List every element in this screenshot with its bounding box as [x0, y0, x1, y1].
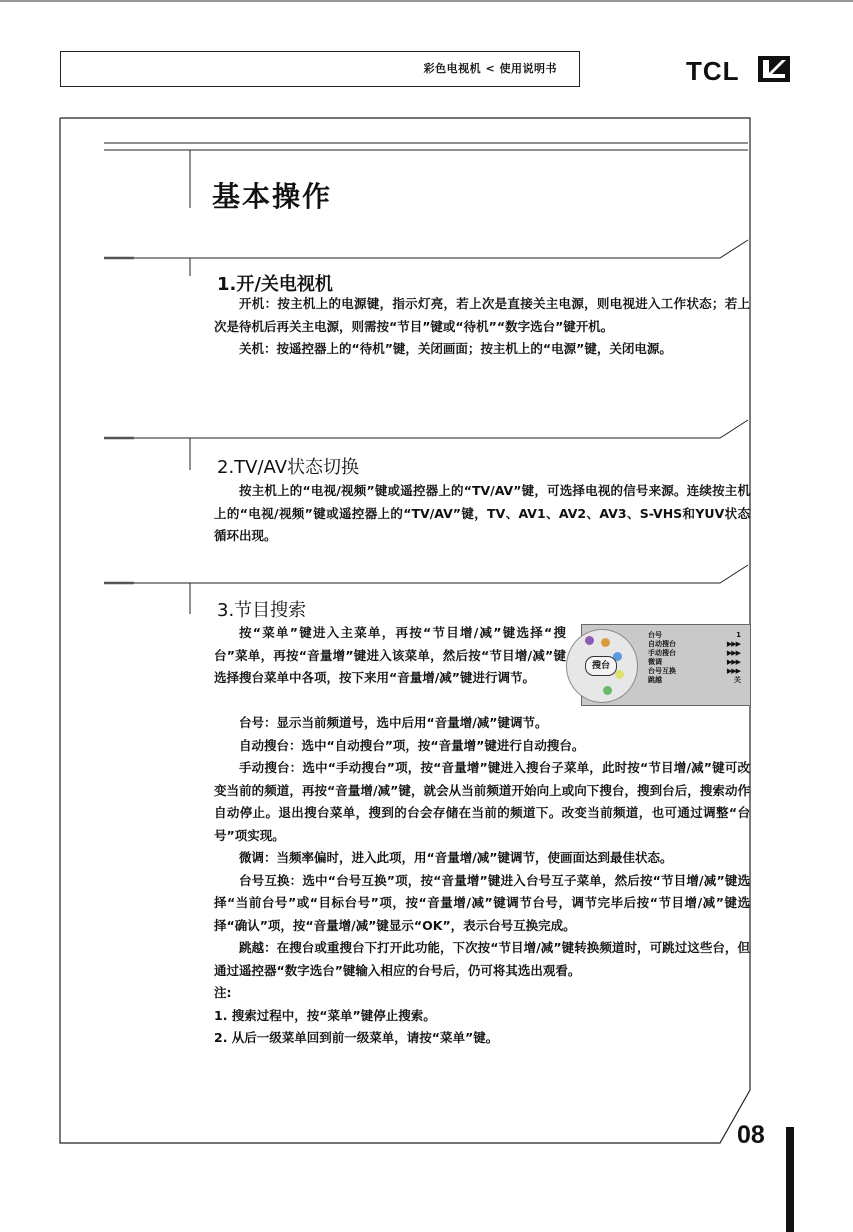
section-2-title: 2.TV/AV状态切换 — [217, 457, 360, 478]
menu-row: 台号互换 ▶▶▶ — [648, 667, 740, 675]
paragraph: 开机：按主机上的电源键，指示灯亮，若上次是直接关主电源，则电视进入工作状态；若上次是待机后再关主电源，则需按“节目”键或“待机”“数字选台”键开机。 — [214, 296, 750, 334]
section-2-body — [214, 480, 750, 548]
menu-dot-icon — [615, 670, 624, 679]
note-label: 注: — [214, 985, 232, 1000]
section-3-title: 3.节目搜索 — [217, 600, 307, 621]
paragraph: 自动搜台：选中“自动搜台”项，按“音量增”键进行自动搜台。 — [239, 737, 585, 753]
menu-items — [648, 631, 744, 685]
paragraph: 微调：当频率偏时，进入此项，用“音量增/减”键调节，使画面达到最佳状态。 — [239, 850, 673, 865]
paragraph: 台号：显示当前频道号，选中后用“音量增/减”键调节。 — [239, 715, 548, 730]
menu-row: 台号 1 — [648, 631, 740, 639]
menu-dot-icon — [601, 638, 610, 647]
paragraph: 关机：按遥控器上的“待机”键，关闭画面；按主机上的“电源”键，关闭电源。 — [239, 341, 672, 356]
paragraph: 按“菜单”键进入主菜单，再按“节目增/减”键选择“搜台”菜单，再按“音量增”键进入该菜单，然后按“节目增/减”键选择搜台菜单中各项，按下来用“音量增/减”键进行调节。 — [214, 625, 566, 685]
paragraph: 台号互换：选中“台号互换”项，按“音量增”键进入台号互子菜单，然后按“节目增/减”键选择“当前台号”或“目标台号”项，按“音量增/减”键调节台号，调节完毕后按“节目增/减”键选择“确认”项，按“音量增/减”键显示“OK”，表示台号互换完成。 — [214, 872, 750, 933]
menu-row: 微调 ▶▶▶ — [648, 658, 740, 666]
header-box — [60, 51, 580, 87]
search-menu-image — [581, 624, 751, 706]
menu-row: 跳越 关 — [648, 676, 740, 684]
tcl-mark-icon — [758, 56, 790, 82]
menu-dot-icon — [585, 636, 594, 645]
paragraph: 跳越：在搜台或重搜台下打开此功能，下次按“节目增/减”键转换频道时，可跳过这些台，但通过遥控器“数字选台”键输入相应的台号后，仍可将其选出观看。 — [214, 940, 750, 978]
section-3-body — [214, 712, 750, 1050]
menu-dial — [566, 629, 638, 703]
menu-row: 自动搜台 ▶▶▶ — [648, 640, 740, 648]
menu-dot-icon — [603, 686, 612, 695]
section-3-intro — [214, 622, 566, 690]
paragraph: 按主机上的“电视/视频”键或遥控器上的“TV/AV”键，可选择电视的信号来源。连续按主机上的“电视/视频”键或遥控器上的“TV/AV”键，TV、AV1、AV2、AV3、S-VHS和YUV状态循环出现。 — [214, 483, 750, 543]
section-1-body — [214, 293, 750, 361]
note-item: 2. 从后一级菜单回到前一级菜单，请按“菜单”键。 — [214, 1030, 499, 1045]
note-item: 1. 搜索过程中，按“菜单”键停止搜索。 — [214, 1007, 436, 1023]
page-number: 08 — [737, 1121, 765, 1149]
section-1-title: 1.开/关电视机 — [217, 274, 333, 295]
paragraph: 手动搜台：选中“手动搜台”项，按“音量增”键进入搜台子菜单，此时按“节目增/减”键可改变当前的频道，再按“音量增/减”键，就会从当前频道开始向上或向下搜台，搜到台后，搜索动作自动停止。退出搜台菜单，搜到的台会存储在当前的频道下。改变当前频道，也可通过调整“台号”项实现。 — [214, 760, 750, 843]
page-title: 基本操作 — [212, 180, 333, 213]
brand-logo: TCL — [686, 56, 740, 86]
menu-row: 手动搜台 ▶▶▶ — [648, 649, 740, 657]
doc-title: 彩色电视机 < 使用说明书 — [423, 62, 557, 75]
menu-dial-label: 搜台 — [585, 656, 617, 676]
